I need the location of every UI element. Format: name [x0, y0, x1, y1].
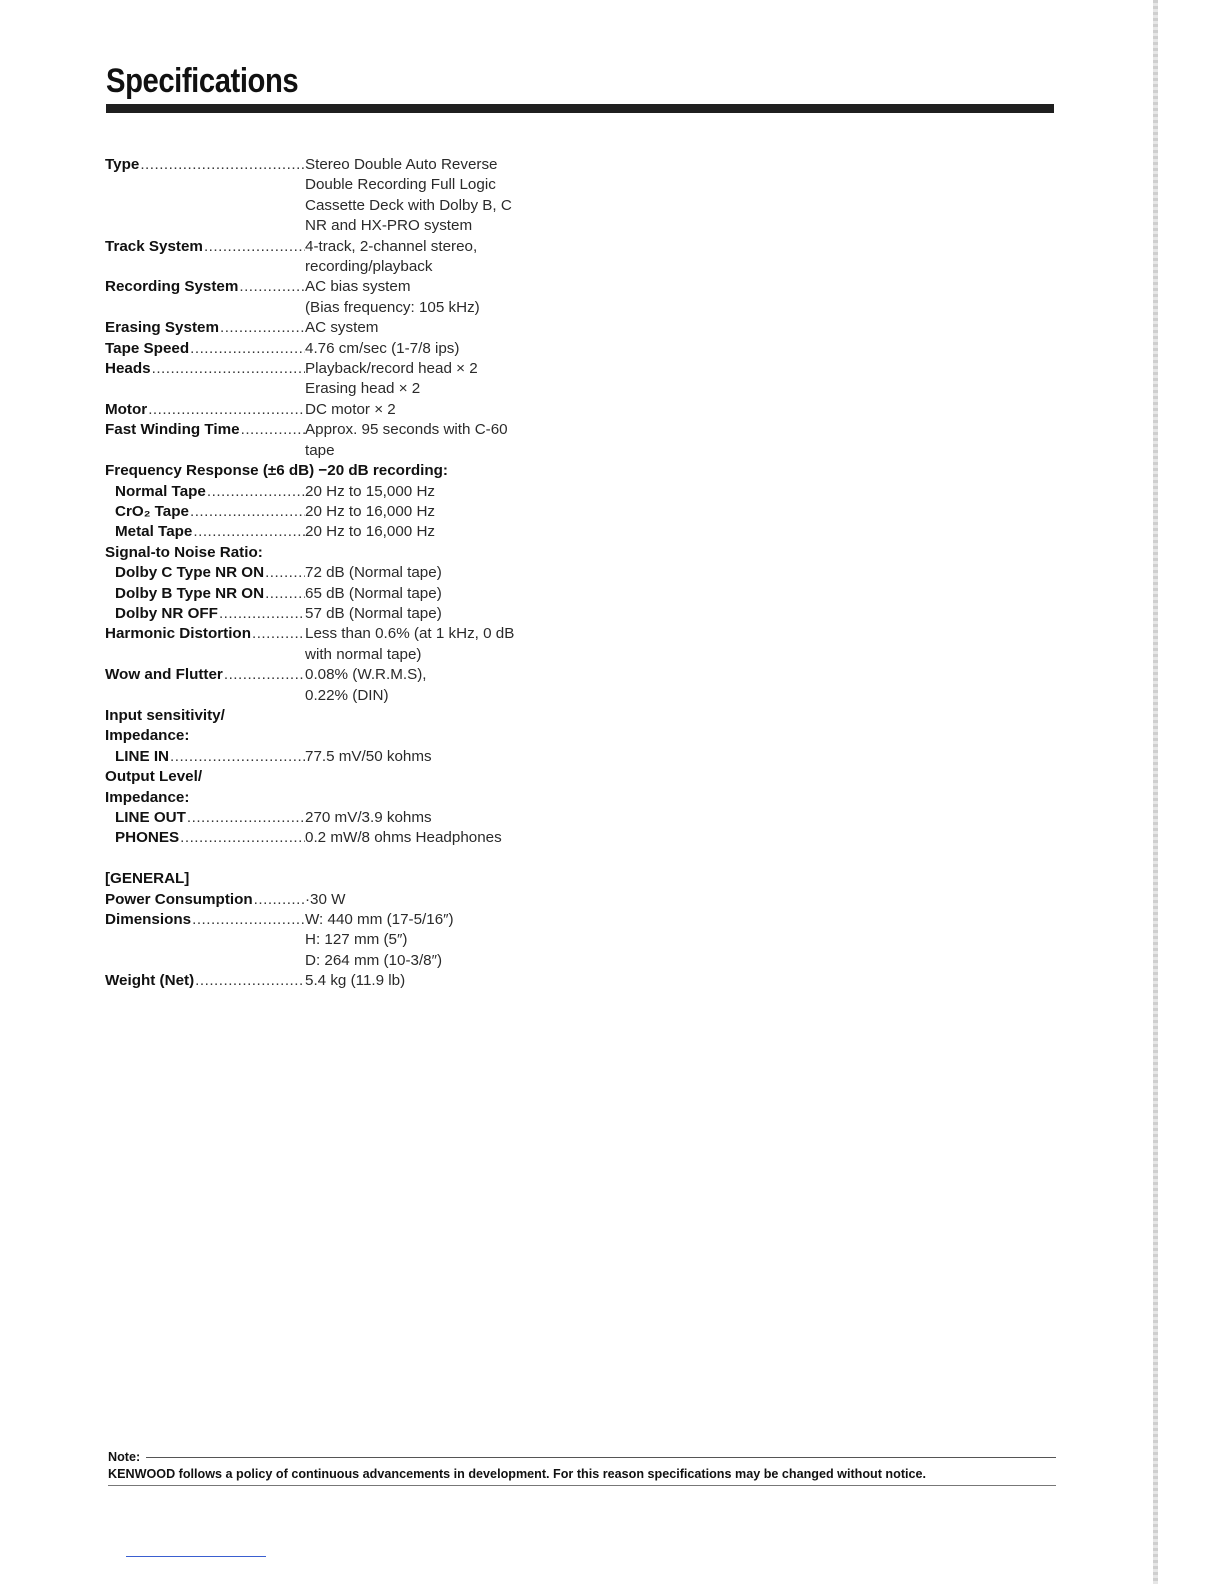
spec-line-in	[105, 747, 565, 767]
spec-value: AC system	[305, 319, 379, 337]
spec-value: H: 127 mm (5″)	[305, 931, 408, 949]
spec-value: 20 Hz to 16,000 Hz	[305, 502, 436, 520]
note-bottom-rule	[108, 1485, 1056, 1486]
spec-label: Heads	[105, 360, 151, 378]
input-heading: Impedance:	[105, 727, 190, 745]
section-gap	[105, 849, 565, 869]
spec-track-system	[105, 237, 565, 278]
spec-label: Tape Speed	[105, 339, 190, 357]
spec-metal-tape	[105, 522, 565, 542]
spec-recording-system	[105, 277, 565, 318]
spec-value: 0.22% (DIN)	[305, 686, 389, 704]
spec-label: LINE IN	[115, 747, 170, 765]
output-heading: Impedance:	[105, 788, 190, 806]
spec-value: Stereo Double Auto Reverse	[305, 156, 498, 173]
spec-label: Dolby C Type NR ON	[115, 564, 265, 582]
spec-value: 270 mV/3.9 kohms	[305, 809, 432, 826]
spec-label: Dolby NR OFF	[115, 604, 218, 622]
spec-fast-winding-time	[105, 420, 565, 461]
spec-value: 0.08% (W.R.M.S),	[305, 666, 427, 684]
spec-dolby-nr-off	[105, 604, 565, 624]
spec-label: Wow and Flutter	[105, 666, 223, 684]
spec-label: CrO₂ Tape	[115, 502, 189, 520]
spec-value: NR and HX-PRO system	[305, 217, 473, 235]
spec-dolby-b	[105, 584, 565, 604]
spec-dimensions	[105, 910, 565, 971]
spec-motor	[105, 400, 565, 420]
spec-value: Double Recording Full Logic	[305, 176, 496, 194]
title-underline-bar	[106, 104, 1054, 113]
spec-label: Track System	[105, 237, 203, 255]
scan-edge-border	[1153, 0, 1158, 1584]
spec-value: 65 dB (Normal tape)	[305, 584, 442, 602]
spec-value: Playback/record head × 2	[305, 360, 478, 378]
spec-label: Motor	[105, 400, 148, 418]
spec-label: Recording System	[105, 278, 239, 296]
scan-artifact-line	[126, 1556, 266, 1557]
spec-normal-tape	[105, 482, 565, 502]
spec-value: recording/playback	[305, 258, 433, 276]
spec-value: ·30 W	[305, 890, 346, 908]
spec-label: Power Consumption	[105, 890, 253, 908]
spec-label: Harmonic Distortion	[105, 625, 251, 643]
input-heading: Input sensitivity/	[105, 706, 225, 724]
spec-value: 72 dB (Normal tape)	[305, 564, 442, 582]
spec-label: Weight (Net)	[105, 972, 195, 990]
spec-cro2-tape	[105, 502, 565, 522]
spec-heads	[105, 359, 565, 400]
spec-value: 4.76 cm/sec (1-7/8 ips)	[305, 339, 460, 357]
spec-value: Less than 0.6% (at 1 kHz, 0 dB	[305, 625, 515, 643]
spec-label: PHONES	[115, 829, 180, 847]
spec-value: 20 Hz to 15,000 Hz	[305, 482, 436, 500]
spec-value: Erasing head × 2	[305, 380, 421, 398]
spec-value: 0.2 mW/8 ohms Headphones	[305, 829, 502, 847]
spec-value: D: 264 mm (10-3/8″)	[305, 951, 443, 969]
page-title: Specifications	[106, 62, 299, 100]
spec-value: 4-track, 2-channel stereo,	[305, 237, 478, 255]
spec-weight	[105, 971, 565, 991]
specifications-list	[105, 155, 565, 992]
note-text: KENWOOD follows a policy of continuous advancements in development. For this reason specifications may be changed without notice.	[108, 1467, 927, 1481]
spec-label: Dimensions	[105, 911, 192, 929]
spec-label: Erasing System	[105, 319, 219, 337]
spec-harmonic-distortion	[105, 624, 565, 665]
spec-value: AC bias system	[305, 278, 411, 296]
spec-line-out	[105, 808, 565, 828]
spec-value: Approx. 95 seconds with C-60	[305, 421, 508, 439]
footnote	[108, 1450, 1056, 1486]
spec-value: W: 440 mm (17-5/16″)	[305, 911, 454, 929]
spec-wow-flutter	[105, 665, 565, 706]
spec-value: 77.5 mV/50 kohms	[305, 747, 432, 765]
note-rule	[146, 1457, 1056, 1458]
spec-power-consumption	[105, 890, 565, 910]
frequency-response-heading: Frequency Response (±6 dB) −20 dB recording:	[105, 462, 448, 480]
spec-value: with normal tape)	[305, 645, 422, 663]
spec-value: 57 dB (Normal tape)	[305, 604, 442, 622]
spec-value: tape	[305, 441, 335, 459]
spec-erasing-system	[105, 318, 565, 338]
spec-label: Metal Tape	[115, 523, 193, 541]
spec-label: Type	[105, 156, 140, 173]
output-heading: Output Level/	[105, 768, 203, 786]
spec-value: DC motor × 2	[305, 400, 396, 418]
spec-type	[105, 155, 565, 237]
spec-phones	[105, 828, 565, 848]
spec-tape-speed	[105, 339, 565, 359]
spec-label: LINE OUT	[115, 809, 186, 826]
snr-heading: Signal-to Noise Ratio:	[105, 543, 263, 561]
spec-label: Dolby B Type NR ON	[115, 584, 265, 602]
spec-label: Fast Winding Time	[105, 421, 240, 439]
spec-value: Cassette Deck with Dolby B, C	[305, 196, 512, 214]
general-heading: [GENERAL]	[105, 870, 190, 888]
spec-value: (Bias frequency: 105 kHz)	[305, 298, 480, 316]
spec-value: 20 Hz to 16,000 Hz	[305, 523, 436, 541]
note-label: Note:	[108, 1450, 141, 1464]
spec-label: Normal Tape	[115, 482, 206, 500]
spec-value: 5.4 kg (11.9 lb)	[305, 972, 406, 990]
spec-dolby-c	[105, 563, 565, 583]
